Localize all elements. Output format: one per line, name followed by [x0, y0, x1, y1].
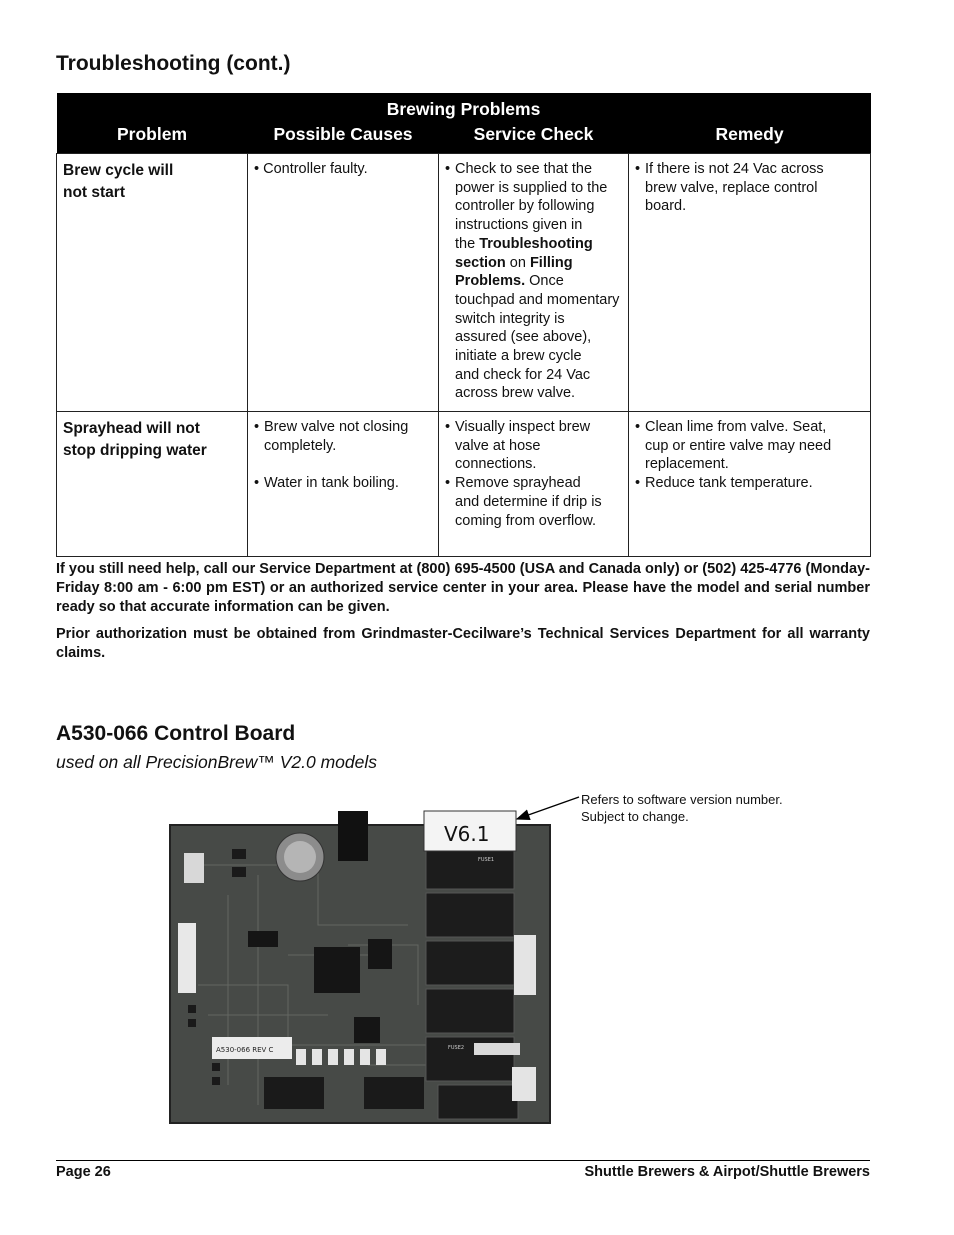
problem-cell: [57, 154, 248, 412]
board-title: A530-066 Control Board: [56, 722, 296, 745]
check-item: • Remove sprayhead and determine if drip is coming from overflow.: [445, 475, 602, 529]
remedy-item: • If there is not 24 Vac across brew valve, replace control board.: [635, 161, 824, 215]
cause-item: • Controller faulty.: [254, 161, 368, 177]
document-title: Shuttle Brewers & Airpot/Shuttle Brewers: [584, 1164, 870, 1180]
fuse: [474, 1043, 520, 1055]
warranty-notice: Prior authorization must be obtained from Grindmaster-Cecilware’s Technical Services Department for all warranty claims.: [56, 626, 870, 661]
problem-line: Sprayhead will not: [63, 420, 200, 437]
relay-bank: [426, 837, 518, 1119]
brewing-problems-table: [56, 93, 871, 557]
bullet-icon: •: [635, 419, 641, 435]
problem-line: not start: [63, 184, 125, 201]
bullet-icon: •: [635, 161, 641, 177]
column-header-service-check: Service Check: [439, 121, 629, 154]
bullet-icon: •: [254, 419, 260, 435]
bullet-icon: •: [635, 475, 641, 492]
service-check-cell: [439, 412, 629, 557]
remedy-item: • Clean lime from valve. Seat, cup or entire valve may need replacement.: [635, 419, 832, 473]
causes-cell: [248, 154, 439, 412]
page-number: Page 26: [56, 1164, 111, 1180]
causes-cell: [248, 412, 439, 557]
check-item: • Check to see that the power is supplied to the controller by following instructions given in the Troubleshooting section on Filling Problems. Once touchpad and momentary switch integrity is assured (see above), initiate a brew cycle and check for 24 Vac across brew valve.: [445, 161, 620, 402]
microcontroller: [314, 947, 360, 993]
board-subtitle: used on all PrecisionBrew™ V2.0 models: [56, 752, 377, 772]
software-version-callout: Refers to software version number. Subject to change.: [581, 792, 783, 824]
table-row: [57, 154, 871, 412]
bullet-icon: •: [445, 161, 451, 177]
bullet-icon: •: [254, 475, 260, 492]
left-connector: [178, 923, 196, 993]
column-header-problem: Problem: [57, 121, 248, 154]
page-title: Troubleshooting (cont.): [56, 52, 291, 75]
remedy-cell: [629, 154, 871, 412]
column-header-remedy: Remedy: [629, 121, 871, 154]
problem-line: Brew cycle will: [63, 162, 174, 179]
cause-item: • Water in tank boiling.: [254, 475, 399, 492]
bullet-icon: •: [445, 475, 451, 492]
svg-text:A530-066 REV C: A530-066 REV C: [216, 1046, 274, 1054]
control-board-photo: [168, 805, 553, 1127]
svg-text:FUSE2: FUSE2: [448, 1045, 465, 1051]
right-connector: [514, 935, 536, 995]
ribbon-connector: [364, 1077, 424, 1109]
version-label-text: V6.1: [444, 822, 490, 846]
table-title: Brewing Problems: [57, 93, 871, 121]
ribbon-connector: [264, 1077, 324, 1109]
problem-cell: [57, 412, 248, 557]
table-row: [57, 412, 871, 557]
remedy-cell: [629, 412, 871, 557]
remedy-item: • Reduce tank temperature.: [635, 475, 813, 492]
column-header-possible-causes: Possible Causes: [248, 121, 439, 154]
check-item: • Visually inspect brew valve at hose connections.: [445, 419, 591, 473]
power-jack: [338, 811, 368, 861]
problem-line: stop dripping water: [63, 442, 207, 459]
service-help-notice: If you still need help, call our Service Department at (800) 695-4500 (USA and Canada only) or (502) 425-4776 (Monday-Friday 8:00 am - 6:00 pm EST) or an authorized service center in your area. Please have the model and serial number ready so that accurate information can be given.: [56, 561, 870, 615]
cause-item: • Brew valve not closing completely.: [254, 419, 409, 454]
service-check-cell: [439, 154, 629, 412]
footer-divider: [56, 1160, 870, 1161]
svg-text:FUSE1: FUSE1: [478, 857, 495, 863]
bullet-icon: •: [445, 419, 451, 435]
